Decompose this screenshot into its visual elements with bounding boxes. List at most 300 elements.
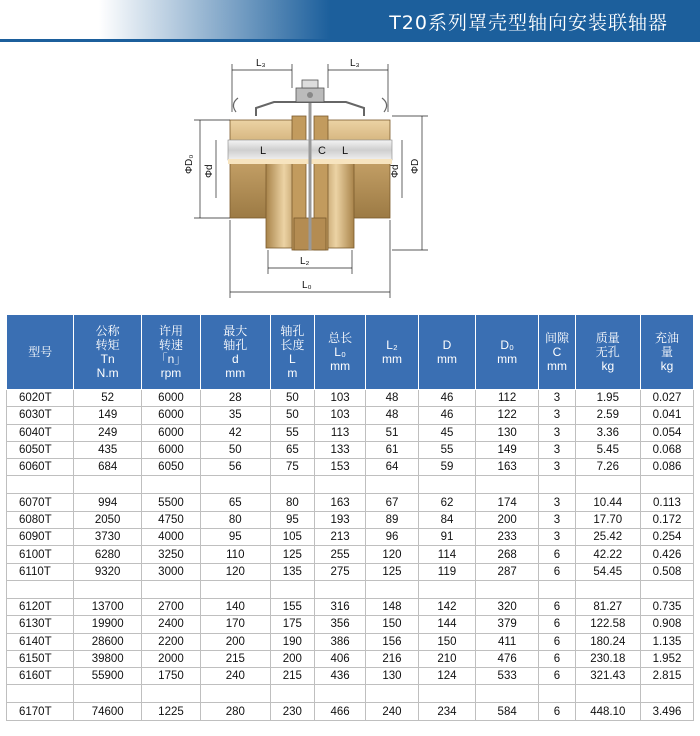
value-cell: 1750 (141, 668, 200, 685)
table-row (7, 650, 694, 667)
value-cell: 174 (476, 494, 539, 511)
value-cell: 48 (366, 407, 419, 424)
value-cell: 215 (201, 650, 271, 667)
page-title: T20系列罩壳型轴向安装联轴器 (389, 12, 668, 34)
dim-d0: ΦD₀ (184, 154, 195, 174)
value-cell: 124 (418, 668, 475, 685)
value-cell: 46 (418, 407, 475, 424)
column-header (74, 315, 141, 390)
model-cell: 6140T (7, 633, 74, 650)
value-cell: 287 (476, 563, 539, 580)
value-cell: 3 (539, 424, 575, 441)
value-cell: 533 (476, 668, 539, 685)
model-cell: 6150T (7, 650, 74, 667)
column-header-line: 质量 (595, 331, 620, 345)
value-cell: 6 (539, 650, 575, 667)
empty-cell (539, 476, 575, 494)
value-cell: 584 (476, 703, 539, 720)
column-header-line: 许用 (158, 324, 183, 338)
value-cell: 3 (539, 494, 575, 511)
value-cell: 3.36 (575, 424, 640, 441)
column-header-line: 轴孔 (280, 324, 305, 338)
empty-cell (418, 580, 475, 598)
column-header (7, 315, 74, 390)
value-cell: 2000 (141, 650, 200, 667)
empty-cell (141, 685, 200, 703)
value-cell: 175 (270, 616, 315, 633)
value-cell: 59 (418, 459, 475, 476)
empty-cell (270, 580, 315, 598)
value-cell: 35 (201, 407, 271, 424)
value-cell: 3 (539, 390, 575, 407)
value-cell: 48 (366, 390, 419, 407)
empty-cell (366, 580, 419, 598)
value-cell: 150 (418, 633, 475, 650)
value-cell: 95 (270, 511, 315, 528)
value-cell: 54.45 (575, 563, 640, 580)
value-cell: 103 (315, 390, 366, 407)
column-header (270, 315, 315, 390)
dim-l3-left: L₃ (256, 58, 266, 69)
dim-l-left: L (260, 145, 267, 157)
dim-l3-right: L₃ (350, 58, 360, 69)
value-cell: 75 (270, 459, 315, 476)
value-cell: 3000 (141, 563, 200, 580)
value-cell: 6000 (141, 424, 200, 441)
value-cell: 1225 (141, 703, 200, 720)
value-cell: 2.815 (640, 668, 693, 685)
table-row (7, 598, 694, 615)
dim-d-small-right: Φd (390, 164, 401, 178)
value-cell: 50 (270, 390, 315, 407)
value-cell: 3 (539, 529, 575, 546)
empty-cell (201, 685, 271, 703)
value-cell: 130 (476, 424, 539, 441)
value-cell: 13700 (74, 598, 141, 615)
empty-cell (640, 476, 693, 494)
column-header-line: 总长 (328, 331, 353, 345)
table-row (7, 441, 694, 458)
value-cell: 80 (270, 494, 315, 511)
empty-cell (7, 685, 74, 703)
group-separator-row (7, 476, 694, 494)
value-cell: 153 (315, 459, 366, 476)
value-cell: 65 (201, 494, 271, 511)
value-cell: 80 (201, 511, 271, 528)
table-row (7, 407, 694, 424)
table-row (7, 703, 694, 720)
value-cell: 25.42 (575, 529, 640, 546)
value-cell: 435 (74, 441, 141, 458)
value-cell: 0.254 (640, 529, 693, 546)
value-cell: 6000 (141, 390, 200, 407)
value-cell: 406 (315, 650, 366, 667)
value-cell: 994 (74, 494, 141, 511)
column-header-line: L (289, 352, 296, 366)
model-cell: 6170T (7, 703, 74, 720)
value-cell: 379 (476, 616, 539, 633)
value-cell: 0.054 (640, 424, 693, 441)
value-cell: 61 (366, 441, 419, 458)
value-cell: 4000 (141, 529, 200, 546)
value-cell: 89 (366, 511, 419, 528)
value-cell: 133 (315, 441, 366, 458)
empty-cell (366, 685, 419, 703)
value-cell: 130 (366, 668, 419, 685)
value-cell: 39800 (74, 650, 141, 667)
value-cell: 230 (270, 703, 315, 720)
value-cell: 0.908 (640, 616, 693, 633)
column-header-line: D (442, 338, 452, 352)
empty-cell (315, 685, 366, 703)
value-cell: 466 (315, 703, 366, 720)
value-cell: 3 (539, 407, 575, 424)
value-cell: 6 (539, 703, 575, 720)
value-cell: 0.113 (640, 494, 693, 511)
value-cell: 65 (270, 441, 315, 458)
value-cell: 3 (539, 511, 575, 528)
value-cell: 19900 (74, 616, 141, 633)
column-header (315, 315, 366, 390)
value-cell: 6 (539, 616, 575, 633)
empty-cell (201, 580, 271, 598)
value-cell: 163 (315, 494, 366, 511)
value-cell: 42.22 (575, 546, 640, 563)
model-cell: 6160T (7, 668, 74, 685)
value-cell: 1.95 (575, 390, 640, 407)
column-header-line: 间隙 (544, 331, 569, 345)
column-header-line: mm (381, 352, 402, 366)
value-cell: 55 (270, 424, 315, 441)
value-cell: 119 (418, 563, 475, 580)
value-cell: 6280 (74, 546, 141, 563)
table-row (7, 546, 694, 563)
table-row (7, 529, 694, 546)
value-cell: 1.952 (640, 650, 693, 667)
empty-cell (270, 476, 315, 494)
column-header-line: C (552, 345, 562, 359)
value-cell: 42 (201, 424, 271, 441)
value-cell: 17.70 (575, 511, 640, 528)
value-cell: 2050 (74, 511, 141, 528)
value-cell: 10.44 (575, 494, 640, 511)
value-cell: 190 (270, 633, 315, 650)
value-cell: 0.172 (640, 511, 693, 528)
column-header-line: Tn (100, 352, 115, 366)
empty-cell (315, 580, 366, 598)
empty-cell (141, 580, 200, 598)
spec-table-body (7, 390, 694, 721)
model-cell: 6120T (7, 598, 74, 615)
value-cell: 144 (418, 616, 475, 633)
value-cell: 6000 (141, 407, 200, 424)
value-cell: 56 (201, 459, 271, 476)
empty-cell (315, 476, 366, 494)
column-header-line: 「n」 (155, 352, 187, 366)
dim-l0: L₀ (302, 280, 312, 291)
dim-c: C (318, 145, 326, 157)
value-cell: 2200 (141, 633, 200, 650)
table-row (7, 668, 694, 685)
left-hook (233, 98, 238, 112)
value-cell: 210 (418, 650, 475, 667)
value-cell: 46 (418, 390, 475, 407)
model-cell: 6040T (7, 424, 74, 441)
value-cell: 45 (418, 424, 475, 441)
value-cell: 50 (270, 407, 315, 424)
model-cell: 6070T (7, 494, 74, 511)
empty-cell (476, 685, 539, 703)
column-header-line: rpm (160, 366, 182, 380)
column-header (366, 315, 419, 390)
value-cell: 0.027 (640, 390, 693, 407)
empty-cell (366, 476, 419, 494)
empty-cell (640, 580, 693, 598)
column-header-line: 转矩 (95, 338, 120, 352)
value-cell: 6 (539, 633, 575, 650)
column-header-line: 长度 (280, 338, 305, 352)
column-header (418, 315, 475, 390)
model-cell: 6090T (7, 529, 74, 546)
value-cell: 280 (201, 703, 271, 720)
value-cell: 5500 (141, 494, 200, 511)
value-cell: 112 (476, 390, 539, 407)
value-cell: 96 (366, 529, 419, 546)
value-cell: 320 (476, 598, 539, 615)
value-cell: 1.135 (640, 633, 693, 650)
value-cell: 3 (539, 441, 575, 458)
column-header-line: 型号 (28, 345, 53, 359)
value-cell: 149 (476, 441, 539, 458)
column-header-line: 轴孔 (223, 338, 248, 352)
value-cell: 3250 (141, 546, 200, 563)
value-cell: 476 (476, 650, 539, 667)
value-cell: 3 (539, 459, 575, 476)
value-cell: 684 (74, 459, 141, 476)
table-row (7, 616, 694, 633)
value-cell: 140 (201, 598, 271, 615)
value-cell: 180.24 (575, 633, 640, 650)
model-cell: 6030T (7, 407, 74, 424)
value-cell: 0.068 (640, 441, 693, 458)
value-cell: 6000 (141, 441, 200, 458)
right-hook (382, 98, 387, 112)
empty-cell (74, 580, 141, 598)
value-cell: 52 (74, 390, 141, 407)
column-header-line: mm (330, 359, 351, 373)
dim-d-small-left: Φd (204, 164, 215, 178)
value-cell: 81.27 (575, 598, 640, 615)
value-cell: 156 (366, 633, 419, 650)
title-bar-gradient (0, 0, 330, 42)
value-cell: 62 (418, 494, 475, 511)
column-header (575, 315, 640, 390)
value-cell: 200 (270, 650, 315, 667)
column-header (201, 315, 271, 390)
column-header (141, 315, 200, 390)
value-cell: 50 (201, 441, 271, 458)
empty-cell (7, 476, 74, 494)
table-row (7, 563, 694, 580)
value-cell: 125 (270, 546, 315, 563)
value-cell: 114 (418, 546, 475, 563)
value-cell: 233 (476, 529, 539, 546)
empty-cell (575, 685, 640, 703)
value-cell: 149 (74, 407, 141, 424)
column-header-line: kg (660, 359, 674, 373)
value-cell: 193 (315, 511, 366, 528)
spec-table (6, 314, 694, 721)
value-cell: 436 (315, 668, 366, 685)
model-cell: 6050T (7, 441, 74, 458)
value-cell: 448.10 (575, 703, 640, 720)
value-cell: 356 (315, 616, 366, 633)
value-cell: 170 (201, 616, 271, 633)
value-cell: 5.45 (575, 441, 640, 458)
value-cell: 255 (315, 546, 366, 563)
value-cell: 268 (476, 546, 539, 563)
value-cell: 0.735 (640, 598, 693, 615)
model-cell: 6020T (7, 390, 74, 407)
dim-l-right: L (342, 145, 349, 157)
empty-cell (141, 476, 200, 494)
value-cell: 103 (315, 407, 366, 424)
value-cell: 122 (476, 407, 539, 424)
empty-cell (575, 476, 640, 494)
value-cell: 216 (366, 650, 419, 667)
value-cell: 2.59 (575, 407, 640, 424)
column-header-line: 充油 (654, 331, 679, 345)
title-bar-underline (0, 39, 700, 42)
column-header-line: mm (436, 352, 457, 366)
value-cell: 125 (366, 563, 419, 580)
value-cell: 234 (418, 703, 475, 720)
value-cell: 28 (201, 390, 271, 407)
value-cell: 386 (315, 633, 366, 650)
empty-cell (201, 476, 271, 494)
group-separator-row (7, 685, 694, 703)
value-cell: 6050 (141, 459, 200, 476)
empty-cell (7, 580, 74, 598)
value-cell: 28600 (74, 633, 141, 650)
value-cell: 6 (539, 598, 575, 615)
header-row (7, 315, 694, 390)
value-cell: 105 (270, 529, 315, 546)
value-cell: 51 (366, 424, 419, 441)
value-cell: 95 (201, 529, 271, 546)
value-cell: 200 (201, 633, 271, 650)
table-row (7, 633, 694, 650)
value-cell: 6 (539, 546, 575, 563)
group-separator-row (7, 580, 694, 598)
column-header (539, 315, 575, 390)
empty-cell (418, 476, 475, 494)
value-cell: 249 (74, 424, 141, 441)
value-cell: 0.508 (640, 563, 693, 580)
value-cell: 122.58 (575, 616, 640, 633)
value-cell: 155 (270, 598, 315, 615)
value-cell: 120 (201, 563, 271, 580)
value-cell: 4750 (141, 511, 200, 528)
value-cell: 91 (418, 529, 475, 546)
dim-d: ΦD (410, 158, 421, 174)
column-header-line: mm (546, 359, 567, 373)
model-cell: 6080T (7, 511, 74, 528)
table-row (7, 424, 694, 441)
empty-cell (575, 580, 640, 598)
value-cell: 74600 (74, 703, 141, 720)
column-header (476, 315, 539, 390)
value-cell: 0.086 (640, 459, 693, 476)
table-row (7, 459, 694, 476)
value-cell: 411 (476, 633, 539, 650)
oil-cap-bolt (307, 92, 313, 98)
model-cell: 6110T (7, 563, 74, 580)
value-cell: 316 (315, 598, 366, 615)
value-cell: 215 (270, 668, 315, 685)
value-cell: 9320 (74, 563, 141, 580)
column-header-line: L₂ (386, 338, 398, 352)
table-row (7, 494, 694, 511)
column-header-line: d (231, 352, 239, 366)
empty-cell (640, 685, 693, 703)
value-cell: 6 (539, 563, 575, 580)
value-cell: 6 (539, 668, 575, 685)
value-cell: 55900 (74, 668, 141, 685)
empty-cell (539, 580, 575, 598)
empty-cell (74, 685, 141, 703)
spec-table-header (7, 315, 694, 390)
value-cell: 84 (418, 511, 475, 528)
coupling-drawing (170, 50, 450, 302)
value-cell: 7.26 (575, 459, 640, 476)
value-cell: 64 (366, 459, 419, 476)
table-row (7, 511, 694, 528)
model-cell: 6130T (7, 616, 74, 633)
value-cell: 67 (366, 494, 419, 511)
column-header-line: 无孔 (595, 345, 620, 359)
value-cell: 3.496 (640, 703, 693, 720)
value-cell: 148 (366, 598, 419, 615)
value-cell: 240 (366, 703, 419, 720)
value-cell: 142 (418, 598, 475, 615)
value-cell: 3730 (74, 529, 141, 546)
empty-cell (270, 685, 315, 703)
value-cell: 110 (201, 546, 271, 563)
model-cell: 6100T (7, 546, 74, 563)
model-cell: 6060T (7, 459, 74, 476)
column-header (640, 315, 693, 390)
empty-cell (539, 685, 575, 703)
value-cell: 113 (315, 424, 366, 441)
column-header-line: 量 (660, 345, 673, 359)
column-header-line: mm (497, 352, 518, 366)
empty-cell (476, 580, 539, 598)
value-cell: 2400 (141, 616, 200, 633)
column-header-line: 公称 (95, 324, 120, 338)
column-header-line: kg (601, 359, 615, 373)
oil-cap-top (302, 80, 318, 88)
title-bar (0, 0, 700, 42)
value-cell: 150 (366, 616, 419, 633)
column-header-line: m (287, 366, 298, 380)
value-cell: 213 (315, 529, 366, 546)
value-cell: 275 (315, 563, 366, 580)
empty-cell (418, 685, 475, 703)
value-cell: 163 (476, 459, 539, 476)
value-cell: 55 (418, 441, 475, 458)
value-cell: 200 (476, 511, 539, 528)
